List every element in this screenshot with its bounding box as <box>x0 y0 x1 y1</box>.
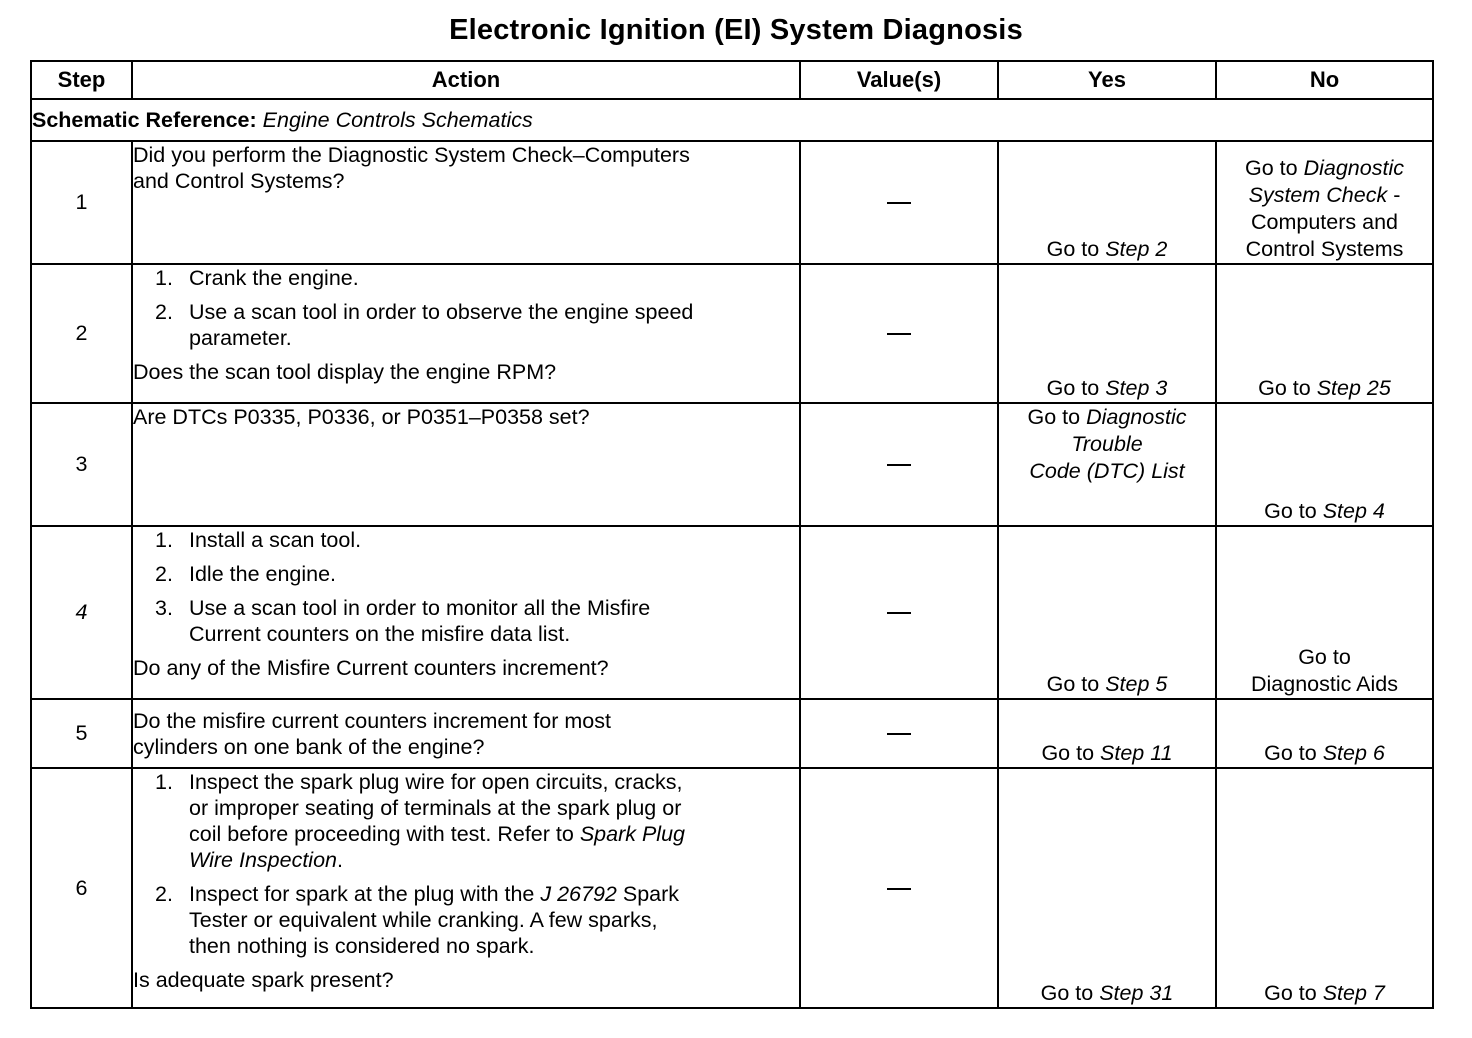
yes-cell <box>998 768 1216 1008</box>
goto-label: Go to <box>1046 672 1100 696</box>
diagnosis-table <box>30 60 1434 1009</box>
action-text: Did you perform the Diagnostic System Check–Computers <box>133 143 690 167</box>
action-cell <box>132 526 800 699</box>
dash-text: - <box>1393 183 1401 207</box>
yes-cell <box>998 403 1216 526</box>
yes-step-link[interactable]: Trouble <box>1071 432 1143 456</box>
header-step: Step <box>31 61 132 99</box>
dash-mark <box>887 612 911 614</box>
no-step-link[interactable]: Diagnostic <box>1303 156 1404 180</box>
reference-link[interactable]: Spark Plug <box>579 822 685 846</box>
no-step-link[interactable]: Diagnostic Aids <box>1251 672 1398 696</box>
value-cell <box>800 264 998 403</box>
step-number: 5 <box>31 699 132 768</box>
no-text: Control Systems <box>1245 237 1404 261</box>
no-step-link[interactable]: Step 4 <box>1322 499 1385 523</box>
action-cell <box>132 699 800 768</box>
action-cell <box>132 768 800 1008</box>
dash-mark <box>887 733 911 735</box>
yes-step-link[interactable]: Code (DTC) List <box>1029 459 1185 483</box>
action-text: Do the misfire current counters increment for most <box>133 709 611 733</box>
page-title: Electronic Ignition (EI) System Diagnosis <box>449 14 1023 46</box>
action-question: Does the scan tool display the engine RPM? <box>133 360 557 384</box>
action-cell <box>132 264 800 403</box>
action-cell <box>132 141 800 264</box>
yes-cell <box>998 264 1216 403</box>
step-number: 4 <box>31 526 132 699</box>
goto-label: Go to <box>1027 405 1081 429</box>
header-no: No <box>1216 61 1433 99</box>
yes-step-link[interactable]: Diagnostic <box>1086 405 1187 429</box>
list-item: 1. Crank the engine. <box>155 266 359 290</box>
list-item: 2. Use a scan tool in order to observe the engine speed parameter. <box>155 300 694 350</box>
step-number: 3 <box>31 403 132 526</box>
goto-label: Go to <box>1041 741 1095 765</box>
action-cell <box>132 403 800 526</box>
step-number: 2 <box>31 264 132 403</box>
table-row-step-1 <box>31 141 1433 264</box>
list-item: 2. Inspect for spark at the plug with the J 26792 Spark Tester or equivalent while cranking. A few sparks, then nothing is considered no spark. <box>155 882 680 958</box>
yes-step-link[interactable]: Step 11 <box>1100 741 1173 765</box>
goto-label: Go to <box>1264 499 1317 523</box>
schematic-reference-row <box>31 99 1433 141</box>
value-cell <box>800 768 998 1008</box>
goto-label: Go to <box>1264 981 1317 1005</box>
no-cell <box>1216 768 1433 1008</box>
table-row-step-3 <box>31 403 1433 526</box>
no-text: Computers and <box>1251 210 1398 234</box>
action-text: Are DTCs P0335, P0336, or P0351–P0358 set? <box>133 405 590 429</box>
table-row-step-4 <box>31 526 1433 699</box>
no-step-link[interactable]: Step 6 <box>1322 741 1385 765</box>
value-cell <box>800 141 998 264</box>
goto-label: Go to <box>1046 376 1100 400</box>
dash-mark <box>887 333 911 335</box>
action-text: and Control Systems? <box>133 169 345 193</box>
action-text: cylinders on one bank of the engine? <box>133 735 485 759</box>
goto-label: Go to <box>1264 741 1317 765</box>
list-item: 2. Idle the engine. <box>155 562 337 586</box>
yes-cell <box>998 526 1216 699</box>
no-step-link[interactable]: System Check <box>1248 183 1388 207</box>
table-row-step-2 <box>31 264 1433 403</box>
yes-cell <box>998 699 1216 768</box>
header-row <box>31 61 1433 99</box>
goto-label: Go to <box>1245 156 1298 180</box>
yes-step-link[interactable]: Step 5 <box>1105 672 1168 696</box>
schematic-link[interactable]: Engine Controls Schematics <box>262 107 533 132</box>
header-yes: Yes <box>998 61 1216 99</box>
yes-step-link[interactable]: Step 3 <box>1105 376 1168 400</box>
goto-label: Go to <box>1046 237 1100 261</box>
no-step-link[interactable]: Step 25 <box>1316 376 1391 400</box>
no-cell <box>1216 141 1433 264</box>
dash-mark <box>887 464 911 466</box>
value-cell <box>800 403 998 526</box>
action-question: Do any of the Misfire Current counters increment? <box>133 656 609 680</box>
list-item: 1. Install a scan tool. <box>155 528 362 552</box>
action-question: Is adequate spark present? <box>133 968 394 992</box>
schematic-reference <box>31 99 1433 141</box>
tool-reference: J 26792 <box>540 882 617 906</box>
step-number: 6 <box>31 768 132 1008</box>
reference-link[interactable]: Wire Inspection <box>189 848 337 872</box>
no-cell <box>1216 699 1433 768</box>
value-cell <box>800 526 998 699</box>
list-item: 3. Use a scan tool in order to monitor all the Misfire Current counters on the misfire data list. <box>155 596 651 646</box>
action-list <box>133 265 799 351</box>
no-cell <box>1216 526 1433 699</box>
no-cell <box>1216 264 1433 403</box>
step-number: 1 <box>31 141 132 264</box>
schematic-label: Schematic Reference: <box>32 107 257 132</box>
dash-mark <box>887 202 911 204</box>
table-row-step-6 <box>31 768 1433 1008</box>
list-item: 1. Inspect the spark plug wire for open circuits, cracks, or improper seating of terminals at the spark plug or coil before proceeding with test. Refer to Spark Plug Wire Inspection. <box>155 770 685 872</box>
goto-label: Go to <box>1258 376 1311 400</box>
value-cell <box>800 699 998 768</box>
yes-step-link[interactable]: Step 2 <box>1105 237 1168 261</box>
no-step-link[interactable]: Step 7 <box>1322 981 1385 1005</box>
action-list <box>133 527 799 647</box>
header-action: Action <box>132 61 800 99</box>
goto-label: Go to <box>1040 981 1094 1005</box>
header-value: Value(s) <box>800 61 998 99</box>
no-cell <box>1216 403 1433 526</box>
yes-cell <box>998 141 1216 264</box>
yes-step-link[interactable]: Step 31 <box>1099 981 1174 1005</box>
table-row-step-5 <box>31 699 1433 768</box>
action-list <box>133 769 799 959</box>
goto-label: Go to <box>1298 645 1351 669</box>
dash-mark <box>887 888 911 890</box>
